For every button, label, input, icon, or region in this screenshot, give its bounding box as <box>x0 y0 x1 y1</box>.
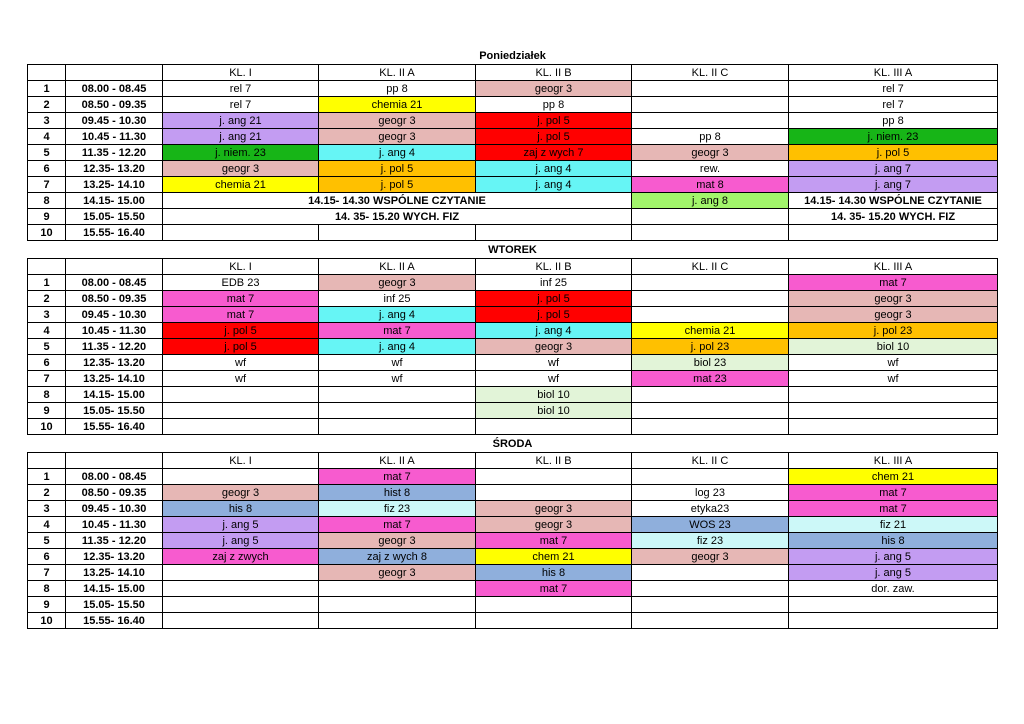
lesson-cell: geogr 3 <box>163 161 319 177</box>
lesson-cell <box>163 403 319 419</box>
lesson-cell <box>632 275 789 291</box>
lesson-cell <box>632 387 789 403</box>
lesson-cell: j. pol 5 <box>476 113 632 129</box>
lesson-row <box>28 501 998 517</box>
lesson-cell <box>789 419 998 435</box>
lesson-time: 15.05- 15.50 <box>66 209 163 225</box>
header-blank-num <box>28 65 66 81</box>
class-header: KL. II B <box>476 65 632 81</box>
lesson-cell: his 8 <box>163 501 319 517</box>
lesson-row <box>28 307 998 323</box>
schedule-body <box>28 47 998 629</box>
lesson-number: 6 <box>28 161 66 177</box>
lesson-cell <box>632 225 789 241</box>
class-header-row <box>28 65 998 81</box>
class-header: KL. II C <box>632 65 789 81</box>
day-title: Poniedziałek <box>28 47 998 65</box>
lesson-cell <box>476 419 632 435</box>
lesson-cell: geogr 3 <box>789 307 998 323</box>
lesson-cell <box>319 597 476 613</box>
day-title-row <box>28 435 998 453</box>
class-header-row <box>28 453 998 469</box>
lesson-number: 9 <box>28 597 66 613</box>
lesson-number: 2 <box>28 485 66 501</box>
lesson-cell: wf <box>789 355 998 371</box>
lesson-cell <box>163 469 319 485</box>
lesson-time: 12.35- 13.20 <box>66 161 163 177</box>
lesson-row <box>28 209 998 225</box>
lesson-number: 5 <box>28 533 66 549</box>
lesson-cell <box>319 419 476 435</box>
lesson-cell: j. ang 5 <box>789 549 998 565</box>
lesson-row <box>28 129 998 145</box>
lesson-cell: biol 23 <box>632 355 789 371</box>
lesson-cell: geogr 3 <box>632 549 789 565</box>
lesson-cell <box>163 613 319 629</box>
lesson-time: 08.00 - 08.45 <box>66 469 163 485</box>
lesson-cell <box>632 565 789 581</box>
merged-activity: 14. 35- 15.20 WYCH. FIZ <box>789 209 998 225</box>
lesson-cell: j. pol 23 <box>789 323 998 339</box>
lesson-cell: biol 10 <box>789 339 998 355</box>
lesson-cell: j. pol 23 <box>632 339 789 355</box>
lesson-row <box>28 275 998 291</box>
lesson-cell: mat 7 <box>789 501 998 517</box>
header-blank-time <box>66 65 163 81</box>
lesson-time: 10.45 - 11.30 <box>66 517 163 533</box>
lesson-cell <box>632 581 789 597</box>
lesson-cell: inf 25 <box>476 275 632 291</box>
lesson-row <box>28 161 998 177</box>
lesson-cell: geogr 3 <box>476 339 632 355</box>
lesson-row <box>28 517 998 533</box>
lesson-time: 09.45 - 10.30 <box>66 501 163 517</box>
lesson-number: 7 <box>28 177 66 193</box>
lesson-row <box>28 419 998 435</box>
lesson-time: 09.45 - 10.30 <box>66 307 163 323</box>
lesson-row <box>28 177 998 193</box>
lesson-time: 14.15- 15.00 <box>66 193 163 209</box>
lesson-time: 12.35- 13.20 <box>66 355 163 371</box>
lesson-time: 13.25- 14.10 <box>66 371 163 387</box>
lesson-number: 3 <box>28 113 66 129</box>
lesson-cell <box>163 565 319 581</box>
lesson-cell: wf <box>163 371 319 387</box>
lesson-cell: rel 7 <box>789 81 998 97</box>
lesson-cell <box>319 613 476 629</box>
lesson-cell <box>632 113 789 129</box>
lesson-cell: geogr 3 <box>789 291 998 307</box>
lesson-cell <box>476 597 632 613</box>
lesson-cell: mat 7 <box>163 307 319 323</box>
lesson-time: 11.35 - 12.20 <box>66 145 163 161</box>
lesson-row <box>28 81 998 97</box>
lesson-cell: j. ang 4 <box>319 145 476 161</box>
lesson-cell: chemia 21 <box>632 323 789 339</box>
lesson-cell: mat 7 <box>789 275 998 291</box>
lesson-cell <box>632 291 789 307</box>
lesson-number: 6 <box>28 355 66 371</box>
lesson-time: 13.25- 14.10 <box>66 565 163 581</box>
lesson-row <box>28 193 998 209</box>
lesson-row <box>28 113 998 129</box>
class-header: KL. III A <box>789 453 998 469</box>
class-header: KL. I <box>163 259 319 275</box>
lesson-cell: wf <box>319 371 476 387</box>
lesson-cell: wf <box>789 371 998 387</box>
lesson-cell: wf <box>319 355 476 371</box>
lesson-cell: j. pol 5 <box>476 129 632 145</box>
lesson-cell: j. pol 5 <box>163 339 319 355</box>
lesson-number: 2 <box>28 97 66 113</box>
lesson-number: 1 <box>28 81 66 97</box>
lesson-cell: biol 10 <box>476 387 632 403</box>
lesson-cell: j. pol 5 <box>476 307 632 323</box>
lesson-cell: wf <box>476 371 632 387</box>
lesson-time: 09.45 - 10.30 <box>66 113 163 129</box>
lesson-cell: j. ang 4 <box>319 307 476 323</box>
lesson-cell: EDB 23 <box>163 275 319 291</box>
header-blank-num <box>28 259 66 275</box>
lesson-number: 5 <box>28 145 66 161</box>
lesson-cell: mat 7 <box>476 581 632 597</box>
class-header: KL. I <box>163 453 319 469</box>
lesson-cell <box>789 225 998 241</box>
lesson-time: 15.55- 16.40 <box>66 613 163 629</box>
class-header: KL. II A <box>319 453 476 469</box>
lesson-cell: geogr 3 <box>163 485 319 501</box>
lesson-cell <box>632 469 789 485</box>
lesson-number: 9 <box>28 209 66 225</box>
lesson-number: 8 <box>28 581 66 597</box>
lesson-cell: rel 7 <box>789 97 998 113</box>
lesson-cell: rel 7 <box>163 81 319 97</box>
lesson-cell <box>319 387 476 403</box>
lesson-time: 08.00 - 08.45 <box>66 81 163 97</box>
lesson-cell: zaj z zwych <box>163 549 319 565</box>
class-header: KL. I <box>163 65 319 81</box>
lesson-cell: wf <box>476 355 632 371</box>
lesson-cell: j. ang 4 <box>476 177 632 193</box>
lesson-cell: pp 8 <box>632 129 789 145</box>
lesson-cell <box>476 469 632 485</box>
lesson-cell <box>319 403 476 419</box>
lesson-number: 10 <box>28 419 66 435</box>
lesson-cell <box>632 81 789 97</box>
lesson-cell: mat 23 <box>632 371 789 387</box>
lesson-cell: his 8 <box>789 533 998 549</box>
merged-activity: 14.15- 14.30 WSPÓLNE CZYTANIE <box>789 193 998 209</box>
lesson-cell: dor. zaw. <box>789 581 998 597</box>
day-title: ŚRODA <box>28 435 998 453</box>
lesson-time: 11.35 - 12.20 <box>66 533 163 549</box>
lesson-cell: geogr 3 <box>319 565 476 581</box>
lesson-cell: j. ang 5 <box>163 533 319 549</box>
lesson-cell: j. niem. 23 <box>163 145 319 161</box>
class-header: KL. II A <box>319 65 476 81</box>
lesson-cell: j. ang 5 <box>163 517 319 533</box>
schedule-table <box>27 47 998 629</box>
lesson-cell <box>319 225 476 241</box>
lesson-cell: j. ang 8 <box>632 193 789 209</box>
lesson-row <box>28 485 998 501</box>
lesson-cell <box>476 613 632 629</box>
lesson-time: 15.05- 15.50 <box>66 403 163 419</box>
lesson-cell: geogr 3 <box>319 113 476 129</box>
lesson-number: 8 <box>28 193 66 209</box>
class-header: KL. II A <box>319 259 476 275</box>
lesson-cell: j. ang 7 <box>789 177 998 193</box>
lesson-time: 15.55- 16.40 <box>66 419 163 435</box>
lesson-number: 3 <box>28 307 66 323</box>
lesson-row <box>28 597 998 613</box>
lesson-number: 4 <box>28 517 66 533</box>
lesson-cell: mat 8 <box>632 177 789 193</box>
day-title-row <box>28 241 998 259</box>
lesson-row <box>28 225 998 241</box>
lesson-number: 1 <box>28 275 66 291</box>
lesson-cell <box>163 419 319 435</box>
lesson-number: 10 <box>28 613 66 629</box>
lesson-cell <box>632 419 789 435</box>
lesson-time: 08.50 - 09.35 <box>66 97 163 113</box>
lesson-row <box>28 371 998 387</box>
class-header: KL. III A <box>789 65 998 81</box>
lesson-cell: fiz 23 <box>632 533 789 549</box>
lesson-cell <box>789 387 998 403</box>
lesson-cell <box>163 225 319 241</box>
lesson-cell: inf 25 <box>319 291 476 307</box>
lesson-number: 2 <box>28 291 66 307</box>
lesson-number: 4 <box>28 323 66 339</box>
lesson-cell: j. ang 7 <box>789 161 998 177</box>
lesson-cell: mat 7 <box>319 517 476 533</box>
lesson-cell: geogr 3 <box>476 81 632 97</box>
lesson-time: 10.45 - 11.30 <box>66 323 163 339</box>
lesson-cell: mat 7 <box>789 485 998 501</box>
class-header: KL. II B <box>476 453 632 469</box>
lesson-row <box>28 145 998 161</box>
lesson-cell <box>476 225 632 241</box>
lesson-row <box>28 533 998 549</box>
class-header: KL. II C <box>632 453 789 469</box>
lesson-row <box>28 387 998 403</box>
day-title-row <box>28 47 998 65</box>
merged-activity: 14. 35- 15.20 WYCH. FIZ <box>163 209 632 225</box>
lesson-cell: geogr 3 <box>319 533 476 549</box>
lesson-cell <box>632 307 789 323</box>
lesson-number: 6 <box>28 549 66 565</box>
lesson-cell: mat 7 <box>319 323 476 339</box>
lesson-cell: fiz 21 <box>789 517 998 533</box>
header-blank-time <box>66 453 163 469</box>
lesson-time: 12.35- 13.20 <box>66 549 163 565</box>
lesson-row <box>28 581 998 597</box>
lesson-cell <box>632 403 789 419</box>
lesson-cell: j. ang 21 <box>163 129 319 145</box>
lesson-cell <box>632 97 789 113</box>
lesson-cell <box>163 581 319 597</box>
lesson-number: 5 <box>28 339 66 355</box>
header-blank-time <box>66 259 163 275</box>
lesson-cell: pp 8 <box>789 113 998 129</box>
lesson-cell <box>632 597 789 613</box>
lesson-cell: zaj z wych 7 <box>476 145 632 161</box>
lesson-cell: zaj z wych 8 <box>319 549 476 565</box>
lesson-cell <box>632 613 789 629</box>
lesson-cell: wf <box>163 355 319 371</box>
lesson-row <box>28 613 998 629</box>
lesson-row <box>28 565 998 581</box>
lesson-time: 10.45 - 11.30 <box>66 129 163 145</box>
class-header: KL. II B <box>476 259 632 275</box>
lesson-cell: chemia 21 <box>319 97 476 113</box>
class-header-row <box>28 259 998 275</box>
lesson-cell: mat 7 <box>163 291 319 307</box>
lesson-cell: j. pol 5 <box>319 161 476 177</box>
lesson-cell: log 23 <box>632 485 789 501</box>
lesson-row <box>28 469 998 485</box>
lesson-row <box>28 291 998 307</box>
lesson-row <box>28 549 998 565</box>
lesson-number: 4 <box>28 129 66 145</box>
lesson-cell: chemia 21 <box>163 177 319 193</box>
lesson-cell: j. ang 4 <box>476 161 632 177</box>
lesson-number: 7 <box>28 371 66 387</box>
lesson-row <box>28 323 998 339</box>
lesson-cell <box>163 387 319 403</box>
lesson-cell: j. pol 5 <box>319 177 476 193</box>
lesson-cell: geogr 3 <box>319 129 476 145</box>
lesson-number: 8 <box>28 387 66 403</box>
day-title: WTOREK <box>28 241 998 259</box>
lesson-cell: j. ang 4 <box>476 323 632 339</box>
lesson-number: 9 <box>28 403 66 419</box>
lesson-cell: j. ang 4 <box>319 339 476 355</box>
lesson-cell: j. niem. 23 <box>789 129 998 145</box>
lesson-cell: j. pol 5 <box>476 291 632 307</box>
lesson-cell: geogr 3 <box>476 501 632 517</box>
lesson-cell: geogr 3 <box>632 145 789 161</box>
lesson-time: 11.35 - 12.20 <box>66 339 163 355</box>
lesson-cell: biol 10 <box>476 403 632 419</box>
header-blank-num <box>28 453 66 469</box>
lesson-cell: geogr 3 <box>476 517 632 533</box>
lesson-cell <box>632 209 789 225</box>
lesson-cell: chem 21 <box>476 549 632 565</box>
lesson-cell: geogr 3 <box>319 275 476 291</box>
lesson-number: 7 <box>28 565 66 581</box>
lesson-number: 3 <box>28 501 66 517</box>
lesson-time: 14.15- 15.00 <box>66 387 163 403</box>
lesson-number: 1 <box>28 469 66 485</box>
lesson-cell: mat 7 <box>319 469 476 485</box>
lesson-time: 08.00 - 08.45 <box>66 275 163 291</box>
lesson-time: 14.15- 15.00 <box>66 581 163 597</box>
lesson-cell <box>789 597 998 613</box>
lesson-cell: pp 8 <box>476 97 632 113</box>
lesson-time: 13.25- 14.10 <box>66 177 163 193</box>
lesson-row <box>28 339 998 355</box>
lesson-cell: fiz 23 <box>319 501 476 517</box>
lesson-cell: chem 21 <box>789 469 998 485</box>
lesson-cell: his 8 <box>476 565 632 581</box>
lesson-time: 15.55- 16.40 <box>66 225 163 241</box>
lesson-cell <box>163 597 319 613</box>
lesson-time: 08.50 - 09.35 <box>66 291 163 307</box>
lesson-cell <box>789 613 998 629</box>
lesson-cell: j. pol 5 <box>163 323 319 339</box>
class-header: KL. III A <box>789 259 998 275</box>
lesson-row <box>28 97 998 113</box>
lesson-cell: WOS 23 <box>632 517 789 533</box>
lesson-cell <box>476 485 632 501</box>
lesson-cell: etyka23 <box>632 501 789 517</box>
lesson-cell: hist 8 <box>319 485 476 501</box>
lesson-cell: j. pol 5 <box>789 145 998 161</box>
lesson-number: 10 <box>28 225 66 241</box>
lesson-cell: rew. <box>632 161 789 177</box>
lesson-cell: rel 7 <box>163 97 319 113</box>
lesson-cell: mat 7 <box>476 533 632 549</box>
lesson-row <box>28 355 998 371</box>
lesson-cell: j. ang 5 <box>789 565 998 581</box>
merged-activity: 14.15- 14.30 WSPÓLNE CZYTANIE <box>163 193 632 209</box>
lesson-cell: j. ang 21 <box>163 113 319 129</box>
lesson-time: 15.05- 15.50 <box>66 597 163 613</box>
lesson-row <box>28 403 998 419</box>
lesson-cell: pp 8 <box>319 81 476 97</box>
class-header: KL. II C <box>632 259 789 275</box>
lesson-cell <box>789 403 998 419</box>
lesson-cell <box>319 581 476 597</box>
lesson-time: 08.50 - 09.35 <box>66 485 163 501</box>
